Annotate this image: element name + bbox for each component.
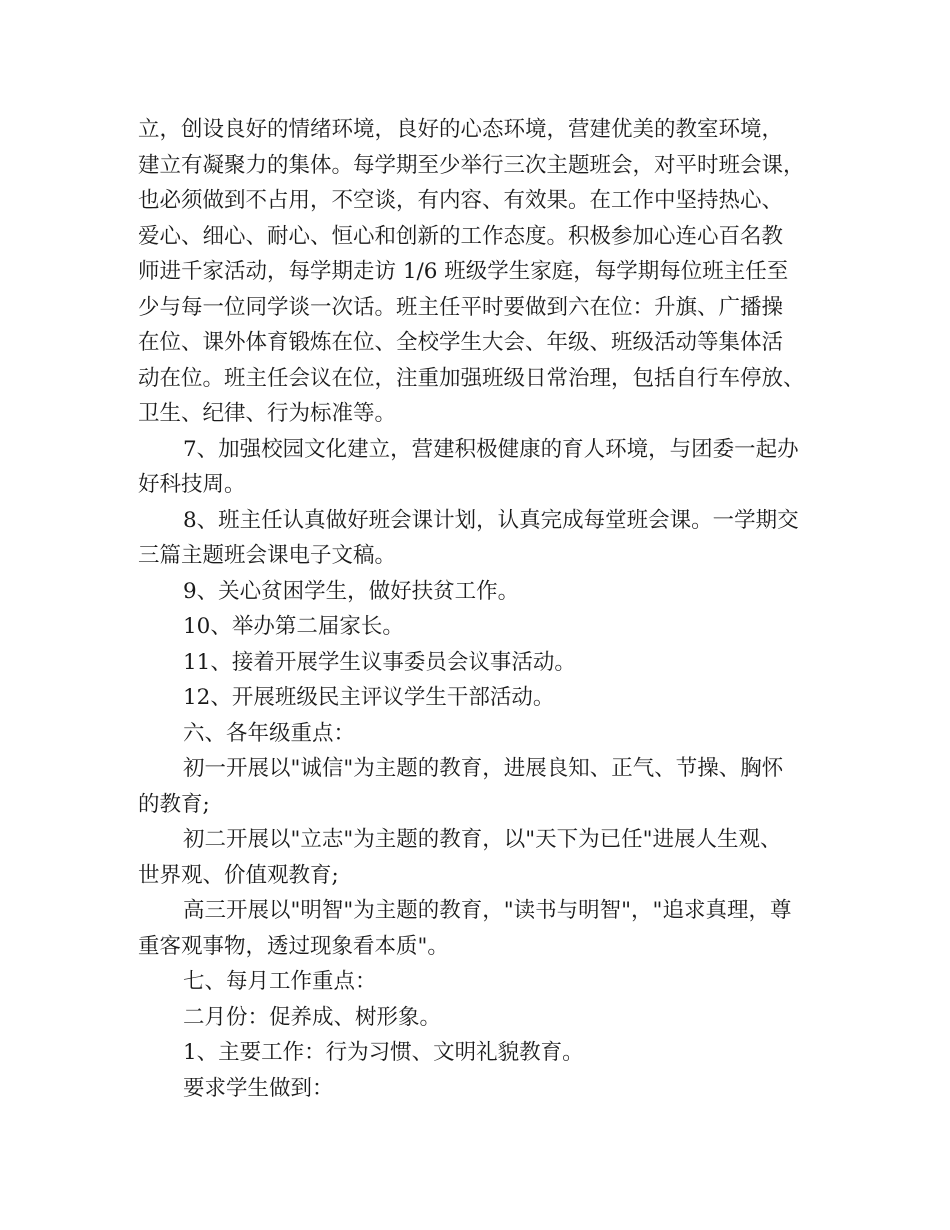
text-line: 少与每一位同学谈一次话。班主任平时要做到六在位：升旗、广播操 <box>138 294 784 320</box>
paragraph <box>138 716 828 752</box>
text-line: 卫生、纪律、行为标准等。 <box>138 401 397 426</box>
text-line: 1、主要工作：行为习惯、文明礼貌教育。 <box>183 1040 584 1065</box>
paragraph <box>138 964 828 1000</box>
text-line: 在位、课外体育锻炼在位、全校学生大会、年级、班级活动等集体活 <box>138 330 784 355</box>
paragraph <box>138 503 828 574</box>
text-line: 重客观事物，透过现象看本质"。 <box>138 933 449 959</box>
text-line: 立，创设良好的情绪环境，良好的心态环境，营建优美的教室环境， <box>138 117 784 142</box>
text-line: 初一开展以"诚信"为主题的教育，进展良知、正气、节操、胸怀 <box>183 756 784 781</box>
text-line: 12、开展班级民主评议学生干部活动。 <box>183 685 555 710</box>
text-line: 七、每月工作重点： <box>183 969 377 994</box>
paragraph <box>138 112 828 432</box>
text-line: 二月份：促养成、树形象。 <box>183 1004 442 1030</box>
paragraph <box>138 645 828 681</box>
text-line: 8、班主任认真做好班会课计划，认真完成每堂班会课。一学期交 <box>183 507 799 533</box>
text-line: 11、接着开展学生议事委员会议事活动。 <box>183 649 576 675</box>
paragraph <box>138 609 828 645</box>
text-line: 要求学生做到： <box>183 1075 334 1101</box>
paragraph <box>138 1071 828 1107</box>
text-line: 9、关心贫困学生，做好扶贫工作。 <box>183 578 520 604</box>
paragraph <box>138 822 828 893</box>
text-line: 爱心、细心、耐心、恒心和创新的工作态度。积极参加心连心百名教 <box>138 223 784 249</box>
text-line: 也必须做到不占用，不空谈，有内容、有效果。在工作中坚持热心、 <box>138 188 784 213</box>
paragraph <box>138 893 828 964</box>
paragraph <box>138 1000 828 1036</box>
text-line: 高三开展以"明智"为主题的教育，"读书与明智"，"追求真理，尊 <box>183 898 792 923</box>
document-body <box>138 112 828 1106</box>
text-line: 10、举办第二届家长。 <box>183 614 404 639</box>
text-line: 初二开展以"立志"为主题的教育，以"天下为已任"进展人生观、 <box>183 827 782 852</box>
text-line: 7、加强校园文化建立，营建积极健康的育人环境，与团委一起办 <box>183 436 799 462</box>
text-line: 六、各年级重点： <box>183 720 356 746</box>
paragraph <box>138 432 828 503</box>
paragraph <box>138 1035 828 1071</box>
text-line: 的教育; <box>138 791 210 817</box>
paragraph <box>138 751 828 822</box>
text-line: 建立有凝聚力的集体。每学期至少举行三次主题班会，对平时班会课， <box>138 152 805 178</box>
paragraph <box>138 680 828 716</box>
text-line: 动在位。班主任会议在位，注重加强班级日常治理，包括自行车停放、 <box>138 365 805 391</box>
text-line: 三篇主题班会课电子文稿。 <box>138 543 397 568</box>
text-line: 世界观、价值观教育; <box>138 862 339 888</box>
text-line: 师进千家活动，每学期走访 1/6 班级学生家庭，每学期每位班主任至 <box>138 259 789 284</box>
paragraph <box>138 574 828 610</box>
text-line: 好科技周。 <box>138 472 246 497</box>
